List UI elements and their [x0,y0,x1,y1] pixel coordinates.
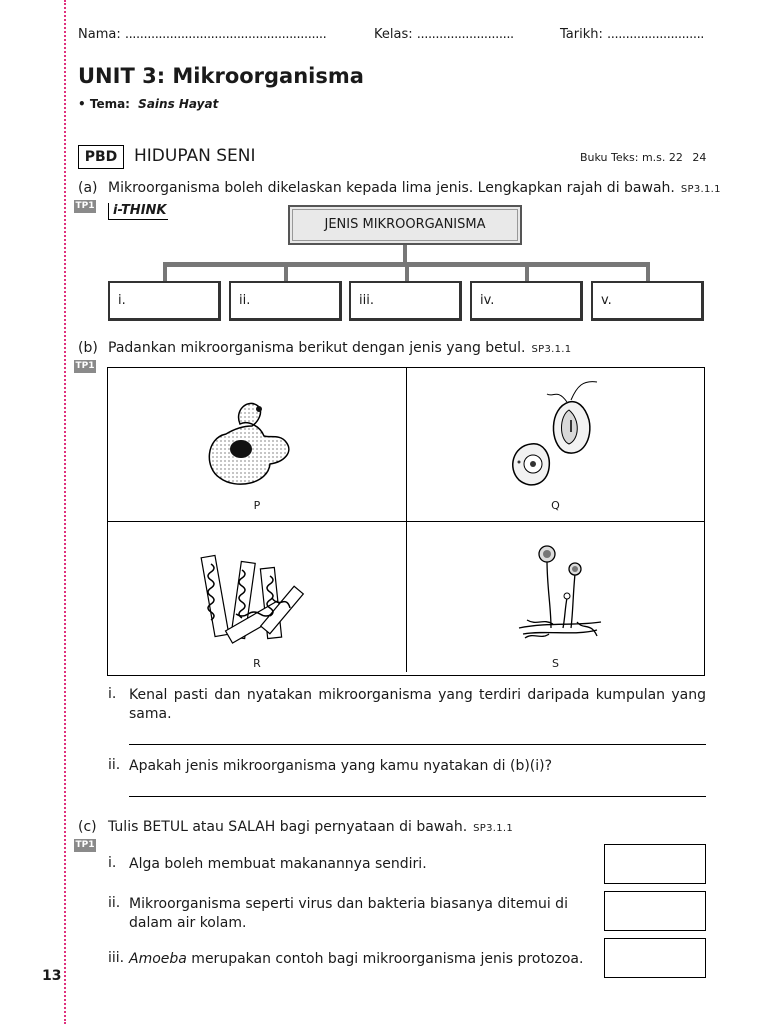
jenis-mikroorganisma-box: JENIS MIKROORGANISMA [288,205,522,245]
question-b-sp-code: SP3.1.1 [531,344,572,355]
question-a-prompt: Mikroorganisma boleh dikelaskan kepada lima jenis. Lengkapkan rajah di bawah. [108,180,675,196]
tree-stem [403,245,407,263]
question-b-i-number: i. [108,686,117,702]
image-cell-q [406,368,704,522]
answer-box-c-iii[interactable] [604,938,706,978]
question-c-label: (c) [78,819,97,835]
statement-c-i-number: i. [108,855,117,871]
question-a-label: (a) [78,180,98,196]
nama-dots: ...................................................... [124,27,327,42]
tema-label: • Tema: [78,97,130,111]
statement-c-iii-italic: Amoeba [129,951,187,967]
page-number: 13 [42,968,62,984]
answer-box-c-i[interactable] [604,844,706,884]
tp-badge-a: TP1 [75,201,95,211]
statement-c-iii-number: iii. [108,950,125,966]
tp-badge-c: TP1 [75,840,95,850]
image-cell-s [406,518,704,672]
page-margin-line [64,0,66,1024]
tree-drop-1 [163,264,167,282]
question-b-i-text: Kenal pasti dan nyatakan mikroorganisma yang terdiri daripada kumpulan yang sama. [129,687,706,722]
question-c-sp-code: SP3.1.1 [473,823,514,834]
tarikh-dots: .......................... [607,27,705,42]
answer-box-i[interactable]: i. [108,281,221,321]
statement-c-iii-rest: merupakan contoh bagi mikroorganisma jenis protozoa. [186,951,584,967]
ithink-label: i-THINK [108,203,168,220]
kelas-dots: .......................... [416,27,514,42]
tree-drop-5 [646,264,650,282]
image-label-s: S [552,657,559,670]
tree-drop-4 [525,264,529,282]
pbd-badge: PBD [78,145,124,169]
question-b-ii-text: Apakah jenis mikroorganisma yang kamu nyatakan di (b)(i)? [129,758,553,774]
section-title: HIDUPAN SENI [134,146,256,166]
statement-c-ii-text [129,895,568,933]
question-b-prompt: Padankan mikroorganisma berikut dengan jenis yang betul. [108,340,526,356]
tp-badge-b: TP1 [75,361,95,371]
textbook-reference [580,151,706,164]
fungus-illustration [407,518,705,672]
image-cell-r [108,518,406,672]
question-b-label: (b) [78,340,98,356]
image-label-q: Q [551,499,560,512]
answer-box-iii[interactable]: iii. [349,281,462,321]
image-label-r: R [253,657,261,670]
tree-drop-2 [284,264,288,282]
question-b-text [108,340,571,356]
kelas-label: Kelas: [374,27,413,42]
filamentous-alga-illustration [108,518,406,672]
kelas-field[interactable] [374,27,514,42]
tarikh-label: Tarikh: [560,27,603,42]
textbook-pages: 24 [692,151,707,164]
image-cell-p [108,368,406,522]
answer-box-c-ii[interactable] [604,891,706,931]
statement-c-i-text: Alga boleh membuat makanannya sendiri. [129,856,427,872]
question-a-sp-code: SP3.1.1 [680,184,721,195]
question-c-text [108,819,513,835]
question-a-text [108,180,721,196]
microorganism-image-grid [107,367,705,676]
unit-title: UNIT 3: Mikroorganisma [78,64,364,88]
image-label-p: P [253,499,261,512]
statement-c-iii-text [129,950,583,969]
statement-c-ii-line-2: dalam air kolam. [129,915,247,931]
statement-c-ii-line-1: Mikroorganisma seperti virus dan bakteria biasanya ditemui di [129,896,568,912]
answer-box-iv[interactable]: iv. [470,281,583,321]
tema-value: Sains Hayat [138,97,219,111]
statement-c-ii-number: ii. [108,895,121,911]
answer-box-v[interactable]: v. [591,281,704,321]
flagellate-illustration [407,368,705,518]
answer-box-ii[interactable]: ii. [229,281,342,321]
nama-field[interactable] [78,27,326,42]
textbook-label: Buku Teks: m.s. 22 [580,151,683,164]
nama-label: Nama: [78,27,121,42]
answer-line-b-i[interactable] [129,744,706,745]
tree-drop-3 [405,264,409,282]
yeast-illustration [108,368,406,518]
answer-line-b-ii[interactable] [129,796,706,797]
tarikh-field[interactable] [560,27,704,42]
question-b-ii-number: ii. [108,757,121,773]
question-c-prompt: Tulis BETUL atau SALAH bagi pernyataan di bawah. [108,819,468,835]
tema-line [78,97,218,111]
